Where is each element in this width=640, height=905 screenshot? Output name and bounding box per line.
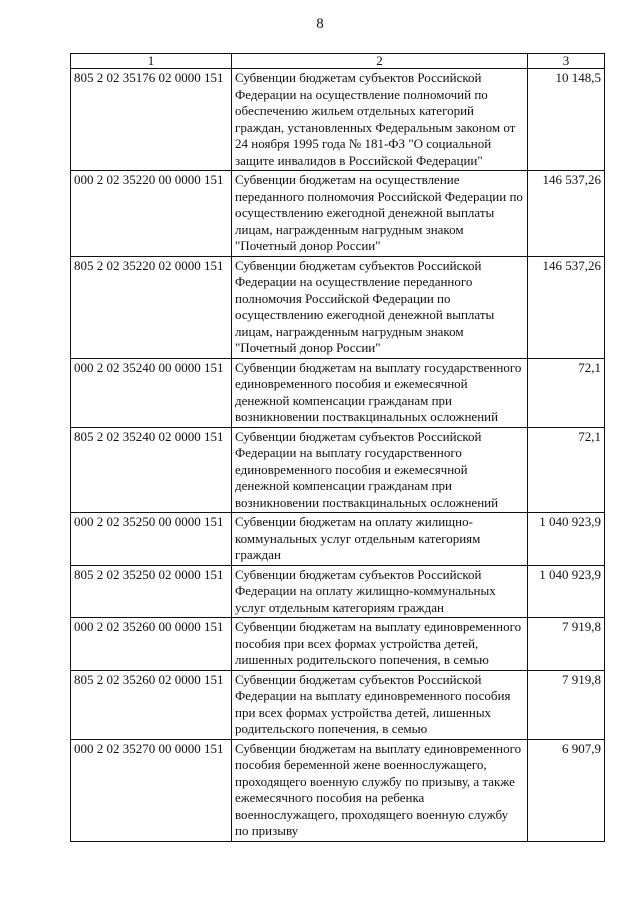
budget-code: 805 2 02 35240 02 0000 151 — [71, 427, 232, 513]
budget-code: 000 2 02 35240 00 0000 151 — [71, 358, 232, 427]
amount: 146 537,26 — [528, 171, 605, 257]
header-row — [71, 54, 605, 69]
budget-code: 805 2 02 35220 02 0000 151 — [71, 256, 232, 358]
amount: 7 919,8 — [528, 618, 605, 671]
description: Субвенции бюджетам на осуществление переданного полномочия Российской Федерации по осуществлению ежегодной денежной выплаты лицам, награжденным нагрудным знаком "Почетный донор России" — [232, 171, 528, 257]
budget-code: 805 2 02 35176 02 0000 151 — [71, 69, 232, 171]
table-row — [71, 670, 605, 739]
description: Субвенции бюджетам на оплату жилищно-коммунальных услуг отдельным категориям граждан — [232, 513, 528, 566]
description: Субвенции бюджетам на выплату государственного единовременного пособия и ежемесячной денежной компенсации гражданам при возникновении поствакцинальных осложнений — [232, 358, 528, 427]
amount: 146 537,26 — [528, 256, 605, 358]
amount: 1 040 923,9 — [528, 565, 605, 618]
column-header-description: 2 — [232, 54, 528, 69]
table-row — [71, 618, 605, 671]
amount: 10 148,5 — [528, 69, 605, 171]
budget-table — [70, 53, 605, 842]
table-row — [71, 256, 605, 358]
description: Субвенции бюджетам субъектов Российской Федерации на осуществление полномочий по обеспечению жильем отдельных категорий граждан, установленных Федеральным законом от 24 ноября 1995 года № 181-ФЗ "О социальной защите инвалидов в Российской Федерации" — [232, 69, 528, 171]
budget-code: 805 2 02 35260 02 0000 151 — [71, 670, 232, 739]
amount: 72,1 — [528, 358, 605, 427]
table-row — [71, 565, 605, 618]
column-header-code: 1 — [71, 54, 232, 69]
column-header-amount: 3 — [528, 54, 605, 69]
table-row — [71, 171, 605, 257]
description: Субвенции бюджетам на выплату единовременного пособия при всех формах устройства детей, лишенных родительского попечения, в семью — [232, 618, 528, 671]
table-row — [71, 427, 605, 513]
budget-code: 805 2 02 35250 02 0000 151 — [71, 565, 232, 618]
description: Субвенции бюджетам субъектов Российской Федерации на оплату жилищно-коммунальных услуг отдельным категориям граждан — [232, 565, 528, 618]
description: Субвенции бюджетам на выплату единовременного пособия беременной жене военнослужащего, проходящего военную службу по призыву, а также ежемесячного пособия на ребенка военнослужащего, проходящего военную службу по призыву — [232, 739, 528, 841]
description: Субвенции бюджетам субъектов Российской Федерации на выплату единовременного пособия при всех формах устройства детей, лишенных родительского попечения, в семью — [232, 670, 528, 739]
table-row — [71, 513, 605, 566]
amount: 6 907,9 — [528, 739, 605, 841]
budget-code: 000 2 02 35220 00 0000 151 — [71, 171, 232, 257]
amount: 72,1 — [528, 427, 605, 513]
budget-code: 000 2 02 35260 00 0000 151 — [71, 618, 232, 671]
budget-code: 000 2 02 35270 00 0000 151 — [71, 739, 232, 841]
amount: 1 040 923,9 — [528, 513, 605, 566]
table-row — [71, 739, 605, 841]
budget-code: 000 2 02 35250 00 0000 151 — [71, 513, 232, 566]
description: Субвенции бюджетам субъектов Российской Федерации на выплату государственного единовременного пособия и ежемесячной денежной компенсации гражданам при возникновении поствакцинальных осложнений — [232, 427, 528, 513]
page-number: 8 — [316, 16, 324, 32]
amount: 7 919,8 — [528, 670, 605, 739]
table-row — [71, 69, 605, 171]
description: Субвенции бюджетам субъектов Российской Федерации на осуществление переданного полномочия Российской Федерации по осуществлению ежегодной денежной выплаты лицам, награжденным нагрудным знаком "Почетный донор России" — [232, 256, 528, 358]
table-row — [71, 358, 605, 427]
